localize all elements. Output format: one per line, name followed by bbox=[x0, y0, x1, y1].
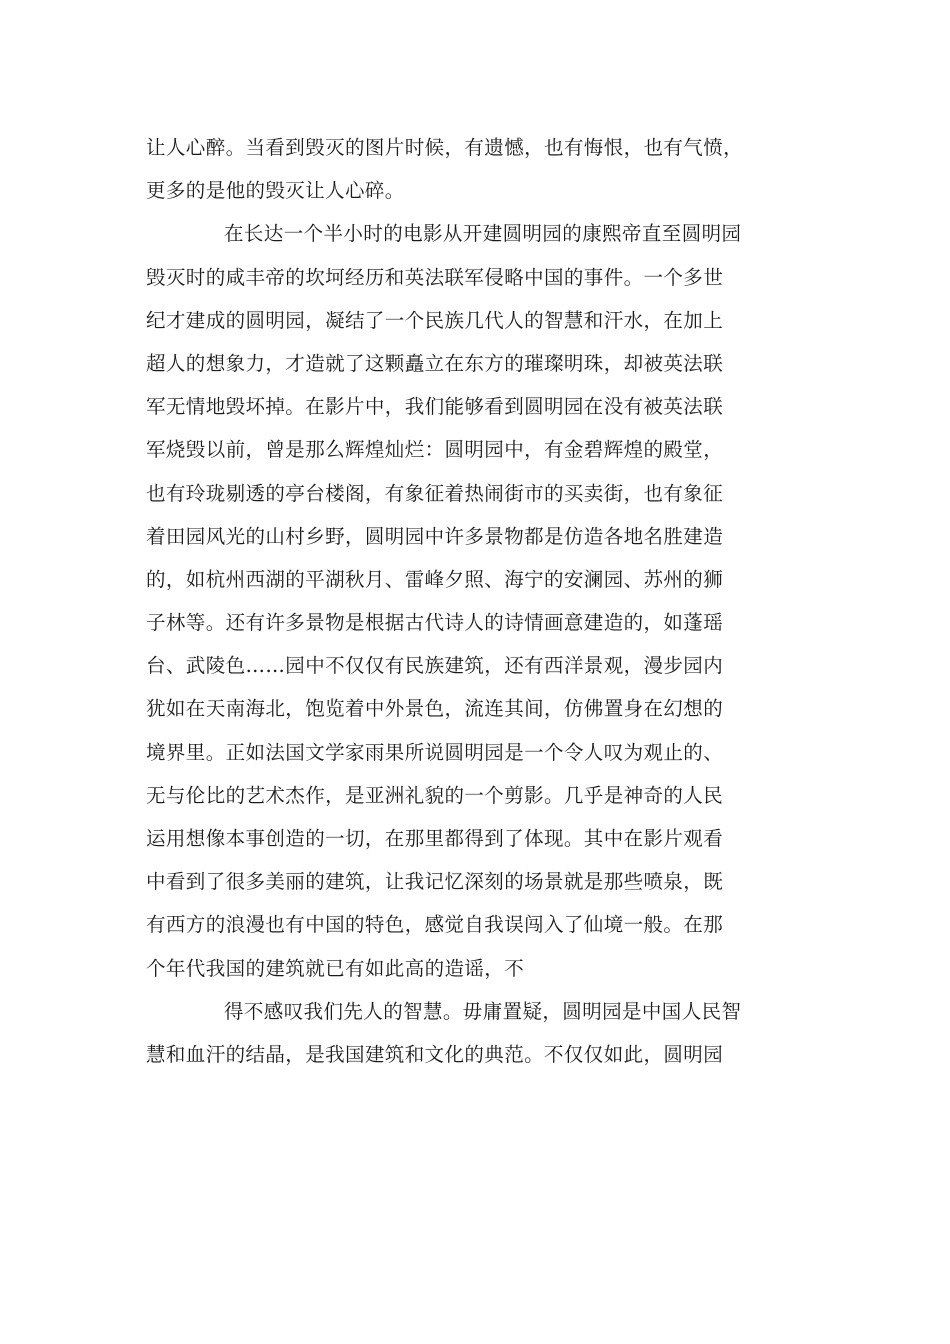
text-line: 也有玲珑剔透的亭台楼阁，有象征着热闹街市的买卖街，也有象征 bbox=[146, 481, 724, 505]
text-line: 让人心醉。当看到毁灭的图片时候，有遗憾，也有悔恨，也有气愤， bbox=[146, 136, 744, 159]
text-line: 着田园风光的山村乡野，圆明园中许多景物都是仿造各地名胜建造 bbox=[146, 524, 724, 548]
text-line: 台、武陵色……园中不仅仅有民族建筑，还有西洋景观，漫步园内 bbox=[146, 654, 724, 678]
text-line: 军烧毁以前，曾是那么辉煌灿烂：圆明园中，有金碧辉煌的殿堂， bbox=[146, 438, 724, 462]
text-line: 境界里。正如法国文学家雨果所说圆明园是一个令人叹为观止的、 bbox=[146, 740, 724, 764]
text-line: 无与伦比的艺术杰作，是亚洲礼貌的一个剪影。几乎是神奇的人民 bbox=[146, 783, 724, 807]
text-line: 毁灭时的咸丰帝的坎坷经历和英法联军侵略中国的事件。一个多世 bbox=[146, 265, 724, 289]
text-line: 的，如杭州西湖的平湖秋月、雷峰夕照、海宁的安澜园、苏州的狮 bbox=[146, 567, 724, 591]
text-line: 犹如在天南海北，饱览着中外景色，流连其间，仿佛置身在幻想的 bbox=[146, 697, 724, 721]
text-line: 更多的是他的毁灭让人心碎。 bbox=[146, 179, 405, 203]
body-text bbox=[146, 126, 806, 1076]
text-line: 慧和血汗的结晶，是我国建筑和文化的典范。不仅仅如此，圆明园 bbox=[146, 1042, 724, 1066]
text-line: 中看到了很多美丽的建筑，让我记忆深刻的场景就是那些喷泉，既 bbox=[146, 870, 724, 894]
text-line: 纪才建成的圆明园，凝结了一个民族几代人的智慧和汗水，在加上 bbox=[146, 308, 724, 332]
text-line: 得不感叹我们先人的智慧。毋庸置疑，圆明园是中国人民智 bbox=[224, 999, 742, 1023]
text-line: 个年代我国的建筑就已有如此高的造谣，不 bbox=[146, 956, 525, 980]
text-line: 在长达一个半小时的电影从开建圆明园的康熙帝直至圆明园 bbox=[224, 222, 742, 246]
text-line: 军无情地毁坏掉。在影片中，我们能够看到圆明园在没有被英法联 bbox=[146, 395, 724, 419]
text-line: 子林等。还有许多景物是根据古代诗人的诗情画意建造的，如蓬瑶 bbox=[146, 611, 724, 635]
text-line: 运用想像本事创造的一切，在那里都得到了体现。其中在影片观看 bbox=[146, 827, 724, 850]
text-line: 有西方的浪漫也有中国的特色，感觉自我误闯入了仙境一般。在那 bbox=[146, 913, 724, 937]
text-line: 超人的想象力，才造就了这颗矗立在东方的璀璨明珠，却被英法联 bbox=[146, 351, 724, 375]
